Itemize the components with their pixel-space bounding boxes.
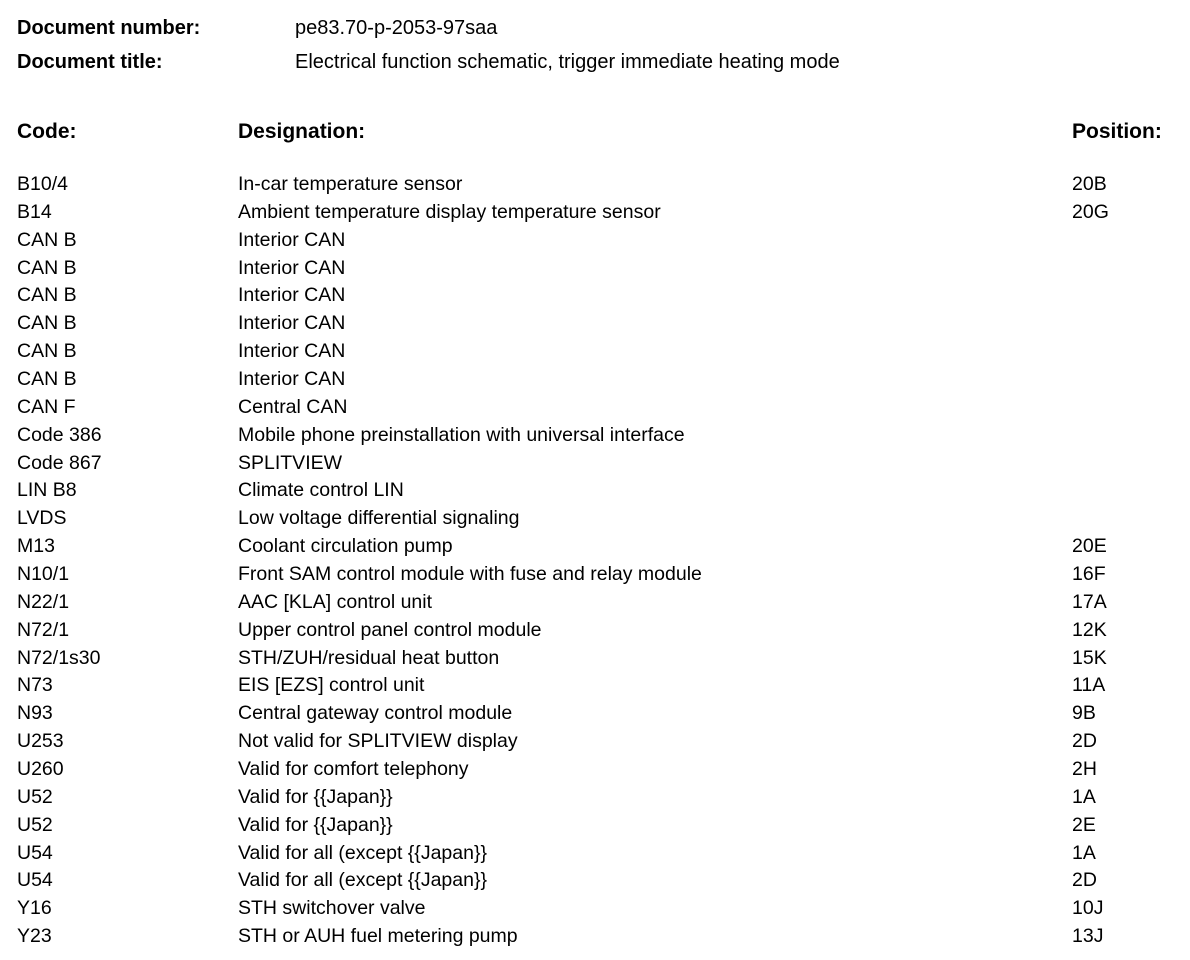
cell-designation: STH or AUH fuel metering pump — [238, 925, 518, 948]
table-row — [0, 533, 1190, 561]
table-row — [0, 756, 1190, 784]
header-designation: Designation: — [238, 120, 366, 143]
cell-code: B10/4 — [17, 173, 68, 195]
table-row — [0, 672, 1190, 700]
cell-code: N72/1s30 — [17, 646, 101, 669]
cell-code: Y16 — [17, 897, 52, 920]
cell-position: 16F — [1072, 563, 1106, 586]
cell-designation: Valid for all (except {{Japan}} — [238, 869, 487, 892]
table-row — [0, 784, 1190, 812]
table-row — [0, 366, 1190, 394]
document-title-value: Electrical function schematic, trigger immediate heating mode — [295, 51, 840, 73]
cell-position: 2D — [1072, 869, 1097, 892]
table-row — [0, 505, 1190, 533]
document-number-value: pe83.70-p-2053-97saa — [295, 17, 498, 39]
cell-designation: Interior CAN — [238, 228, 346, 251]
cell-code: Y23 — [17, 925, 52, 948]
cell-code: Code 386 — [17, 423, 102, 446]
table-row — [0, 617, 1190, 645]
cell-code: N72/1 — [17, 618, 70, 641]
cell-code: CAN B — [17, 368, 77, 391]
cell-designation: Central CAN — [238, 395, 348, 418]
table-row — [0, 561, 1190, 589]
cell-designation: Climate control LIN — [238, 479, 404, 502]
cell-designation: Interior CAN — [238, 312, 346, 335]
table-row — [0, 450, 1190, 478]
table-row — [0, 812, 1190, 840]
cell-code: U54 — [17, 869, 53, 892]
cell-code: LVDS — [17, 507, 67, 530]
table-row — [0, 227, 1190, 255]
cell-position: 2D — [1072, 730, 1097, 753]
cell-designation: STH switchover valve — [238, 897, 426, 920]
header-position: Position: — [1072, 120, 1162, 143]
table-row — [0, 422, 1190, 450]
table-row — [0, 338, 1190, 366]
cell-code: U52 — [17, 785, 53, 808]
cell-code: CAN F — [17, 395, 76, 418]
cell-designation: Mobile phone preinstallation with universal interface — [238, 423, 685, 446]
table-row — [0, 310, 1190, 338]
cell-code: U52 — [17, 813, 53, 836]
table-row — [0, 867, 1190, 895]
cell-designation: Valid for all (except {{Japan}} — [238, 841, 487, 864]
cell-designation: Interior CAN — [238, 284, 346, 307]
cell-designation: SPLITVIEW — [238, 451, 343, 474]
cell-code: U260 — [17, 758, 64, 781]
cell-code: U253 — [17, 730, 64, 753]
document-title-label: Document title: — [17, 51, 163, 73]
cell-designation: STH/ZUH/residual heat button — [238, 646, 500, 669]
cell-position: 17A — [1072, 590, 1107, 613]
cell-designation: Interior CAN — [238, 368, 346, 391]
cell-designation: Coolant circulation pump — [238, 535, 453, 558]
cell-code: CAN B — [17, 340, 77, 363]
cell-position: 15K — [1072, 646, 1107, 669]
cell-designation: Interior CAN — [238, 256, 346, 279]
cell-code: N93 — [17, 702, 53, 725]
cell-designation: AAC [KLA] control unit — [238, 590, 433, 613]
cell-code: CAN B — [17, 284, 77, 307]
cell-code: CAN B — [17, 312, 77, 335]
document-number-label: Document number: — [17, 17, 201, 39]
table-header — [0, 120, 1190, 148]
cell-position: 1A — [1072, 785, 1096, 808]
cell-position: 20B — [1072, 173, 1107, 195]
cell-code: N22/1 — [17, 590, 70, 613]
cell-code: N73 — [17, 674, 53, 697]
table-row — [0, 255, 1190, 283]
cell-position: 20E — [1072, 535, 1107, 558]
cell-designation: In-car temperature sensor — [238, 173, 463, 195]
cell-code: CAN B — [17, 256, 77, 279]
cell-position: 2H — [1072, 758, 1097, 781]
cell-position: 2E — [1072, 813, 1096, 836]
cell-code: M13 — [17, 535, 55, 558]
cell-code: U54 — [17, 841, 53, 864]
cell-position: 1A — [1072, 841, 1096, 864]
cell-designation: Ambient temperature display temperature sensor — [238, 200, 661, 223]
cell-position: 11A — [1072, 674, 1106, 697]
table-row — [0, 840, 1190, 868]
cell-code: LIN B8 — [17, 479, 77, 502]
cell-code: B14 — [17, 200, 52, 223]
cell-designation: Central gateway control module — [238, 702, 513, 725]
cell-code: N10/1 — [17, 563, 70, 586]
cell-code: Code 867 — [17, 451, 102, 474]
table-row — [0, 394, 1190, 422]
cell-position: 9B — [1072, 702, 1096, 725]
cell-position: 20G — [1072, 200, 1109, 223]
cell-designation: Valid for comfort telephony — [238, 758, 469, 781]
cell-designation: Not valid for SPLITVIEW display — [238, 730, 518, 753]
table-row — [0, 171, 1190, 199]
table-row — [0, 728, 1190, 756]
table-row — [0, 199, 1190, 227]
cell-code: CAN B — [17, 228, 77, 251]
cell-designation: Upper control panel control module — [238, 618, 542, 641]
cell-designation: Low voltage differential signaling — [238, 507, 520, 530]
cell-designation: Valid for {{Japan}} — [238, 785, 393, 808]
cell-position: 13J — [1072, 925, 1104, 948]
table-row — [0, 589, 1190, 617]
header-code: Code: — [17, 120, 77, 143]
cell-position: 12K — [1072, 618, 1107, 641]
table-row — [0, 477, 1190, 505]
table-row — [0, 923, 1190, 951]
cell-designation: EIS [EZS] control unit — [238, 674, 425, 697]
cell-position: 10J — [1072, 897, 1104, 920]
cell-designation: Interior CAN — [238, 340, 346, 363]
table-row — [0, 645, 1190, 673]
table-row — [0, 700, 1190, 728]
cell-designation: Front SAM control module with fuse and relay module — [238, 563, 702, 586]
component-table — [0, 171, 1190, 951]
table-row — [0, 282, 1190, 310]
table-row — [0, 895, 1190, 923]
cell-designation: Valid for {{Japan}} — [238, 813, 393, 836]
